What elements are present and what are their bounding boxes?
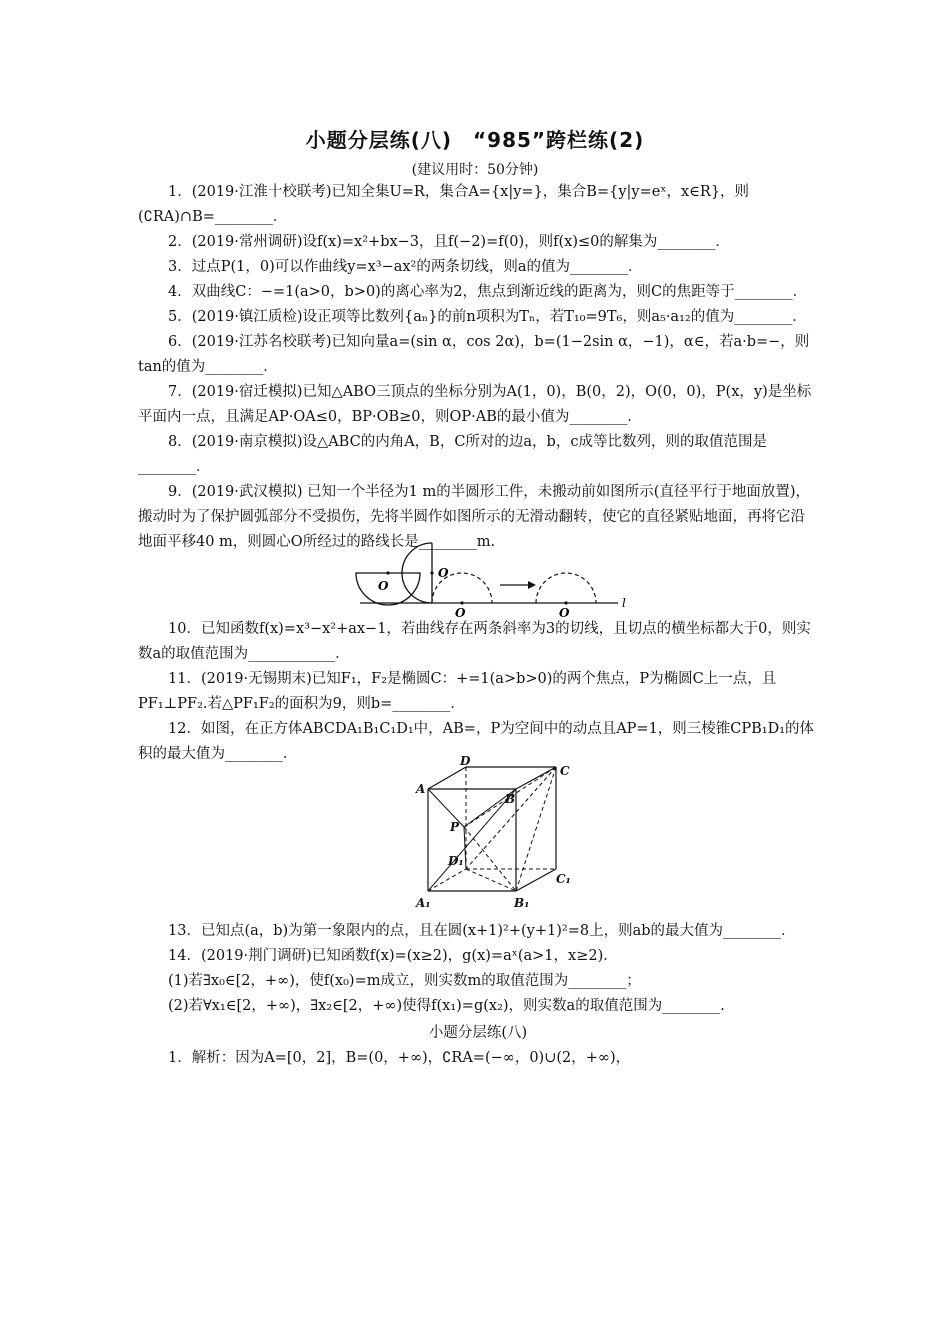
label-o-mid-bottom: O <box>455 606 466 620</box>
problem-3: 3．过点P(1，0)可以作曲线y=x³−ax²的两条切线，则a的值为________． <box>168 259 643 275</box>
problem-5: 5．(2019·镇江质检)设正项等比数列{aₙ}的前n项积为Tₙ，若T₁₀=9T₆，则a₅·a₁₂的值为________． <box>168 309 807 325</box>
label-a1: A₁ <box>416 896 431 910</box>
label-d: D <box>460 754 471 768</box>
label-o-left: O <box>378 579 389 593</box>
line-d1b1 <box>466 869 516 891</box>
label-p: P <box>450 820 460 834</box>
page-subtitle: (建议用时：50分钟) <box>411 162 539 178</box>
problem-14: 14．(2019·荆门调研)已知函数f(x)=(x≥2)，g(x)=aˣ(a>1，x≥2)． <box>168 948 618 964</box>
line-a1b <box>428 789 516 891</box>
answer-heading: 小题分层练(八) <box>428 1025 528 1041</box>
label-line-l: l <box>622 596 626 610</box>
edge-bc <box>516 767 556 789</box>
center-point-initial <box>386 571 389 574</box>
page-title: 小题分层练(八) “985”跨栏练(2) <box>305 128 645 152</box>
edge-a1d1-hidden <box>428 869 466 891</box>
problem-14-part-2: (2)若∀x₁∈[2，+∞)，∃x₂∈[2，+∞)使得f(x₁)=g(x₂)，则实数a的取值范围为________. <box>168 998 725 1014</box>
label-b: B <box>505 792 516 806</box>
problem-8: 8．(2019·南京模拟)设△ABC的内角A，B，C所对的边a，b，c成等比数列，则的取值范围是________． <box>138 434 767 475</box>
problem-9: 9．(2019·武汉模拟) 已知一个半径为1 m的半圆形工件，未搬动前如图所示(直径平行于地面放置)，搬动时为了保护圆弧部分不受损伤，先将半圆作如图所示的无滑动翻转，使它的直径紧贴地面，再将它沿地面平移40 m，则圆心O所经过的路线长是________m. <box>138 484 811 550</box>
problem-12: 12．如图，在正方体ABCDA₁B₁C₁D₁中，AB=，P为空间中的动点且AP=1，则三棱锥CPB₁D₁的体积的最大值为________． <box>138 721 815 762</box>
label-o-mid-top: O <box>438 566 449 580</box>
label-d1: D₁ <box>448 854 464 868</box>
cube-diagram <box>138 754 818 919</box>
problem-14-part-1: (1)若∃x₀∈[2，+∞)，使f(x₀)=m成立，则实数m的取值范围为________； <box>168 973 641 989</box>
line-cd1 <box>466 767 556 869</box>
semicircle-translated <box>536 573 596 603</box>
problem-2: 2．(2019·常州调研)设f(x)=x²+bx−3，且f(−2)=f(0)，则f(x)≤0的解集为________． <box>168 234 730 250</box>
label-c: C <box>560 764 570 778</box>
problem-1: 1．(2019·江淮十校联考)已知全集U=R，集合A={x|y=}，集合B={y|y=eˣ，x∈R}，则(∁RA)∩B=________． <box>138 184 750 225</box>
semicircle-figure <box>138 555 818 620</box>
arrow-head <box>528 581 536 589</box>
label-b1: B₁ <box>514 896 530 910</box>
problem-13: 13．已知点(a，b)为第一象限内的点，且在圆(x+1)²+(y+1)²=8上，则ab的最大值为________． <box>168 923 796 939</box>
label-a: A <box>416 782 426 796</box>
problem-10: 10．已知函数f(x)=x³−x²+ax−1，若曲线存在两条斜率为3的切线，且切点的横坐标都大于0，则实数a的取值范围为____________． <box>138 621 811 662</box>
answer-1: 1．解析：因为A=[0，2]，B=(0，+∞)，∁RA=(−∞，0)∪(2，+∞)， <box>168 1050 631 1066</box>
center-point-translated <box>564 601 567 604</box>
problem-6: 6．(2019·江苏名校联考)已知向量a=(sin α，cos 2α)，b=(1−2sin α，−1)，α∈，若a·b=−，则tan的值为________． <box>138 334 810 375</box>
problem-list <box>138 180 818 1071</box>
center-point-flipped <box>460 601 463 604</box>
center-point-rotating <box>430 571 433 574</box>
problem-4: 4．双曲线C：−=1(a>0，b>0)的离心率为2，焦点到渐近线的距离为，则C的焦距等于________． <box>168 284 808 300</box>
label-c1: C₁ <box>556 872 571 886</box>
semicircle-diagram <box>138 555 818 620</box>
edge-ad <box>428 767 466 789</box>
line-pb1 <box>464 827 516 891</box>
problem-7: 7．(2019·宿迁模拟)已知△ABO三顶点的坐标分别为A(1，0)，B(0，2)，O(0，0)，P(x，y)是坐标平面内一点，且满足AP·OA≤0，BP·OB≥0，则OP·AB的最小值为________． <box>138 384 812 425</box>
problem-11: 11．(2019·无锡期末)已知F₁，F₂是椭圆C：+=1(a>b>0)的两个焦点，P为椭圆C上一点，且PF₁⊥PF₂.若△PF₁F₂的面积为9，则b=________． <box>138 671 777 712</box>
label-o-right: O <box>559 606 570 620</box>
edge-b1c1 <box>516 869 556 891</box>
cube-figure <box>138 754 818 919</box>
